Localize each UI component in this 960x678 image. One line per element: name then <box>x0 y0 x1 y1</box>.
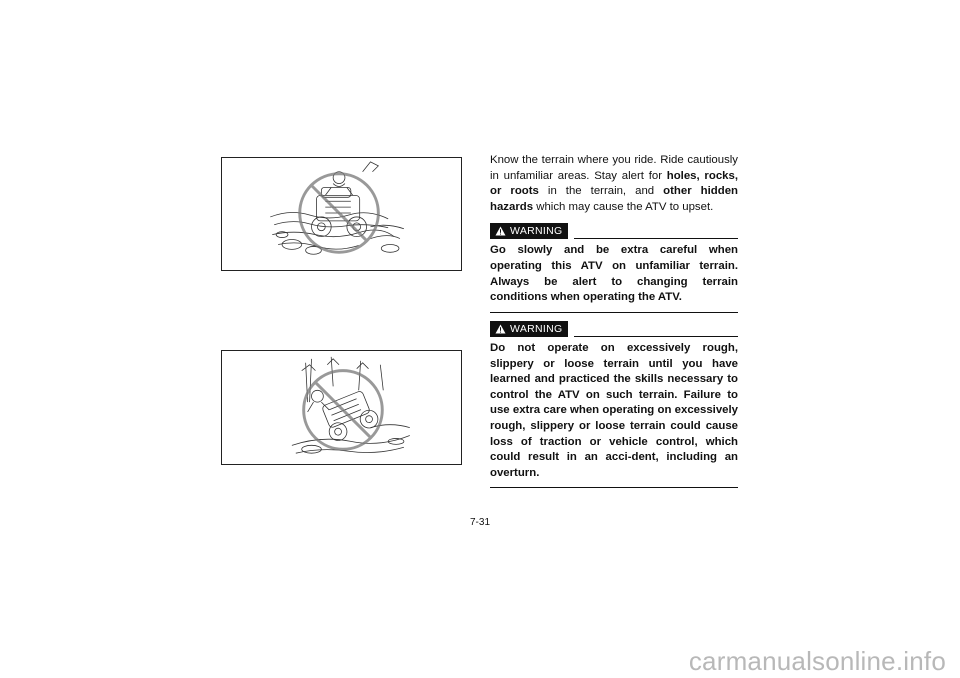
watermark-link[interactable]: carmanualsonline.info <box>688 646 946 676</box>
prohibition-circle-icon <box>304 371 383 450</box>
intro-bold-1: holes, rocks, or roots <box>490 169 738 198</box>
warning-badge <box>490 223 568 239</box>
warning-header-1 <box>490 223 738 239</box>
intro-text-3: which may cause the ATV to upset. <box>533 200 714 213</box>
warning-rule <box>574 238 738 239</box>
warning-triangle-icon <box>495 226 506 236</box>
intro-bold-2: other hidden hazards <box>490 185 738 213</box>
intro-text-1: Know the terrain where you ride. Ride cautiously in unfamiliar areas. Stay alert for <box>490 154 738 182</box>
warning-label: WARNING <box>510 225 563 238</box>
atv-overturn-drawing <box>222 351 461 464</box>
illustration-rough-terrain <box>221 157 462 271</box>
intro-paragraph <box>490 153 738 215</box>
atv-rocky-terrain-drawing <box>222 158 461 270</box>
warning-label: WARNING <box>510 322 563 335</box>
warning-text-2: Do not operate on excessively rough, slippery or loose terrain until you have learned and practiced the skills necessary to control the ATV on such terrain. Failure to use extra care when operating on excessively rough, slippery or loose terrain could cause loss of traction or vehicle control, which could result in an acci-dent, including an overturn. <box>490 341 738 479</box>
warning-text-1: Go slowly and be extra careful when operating this ATV on unfamiliar terrain. Always be alert to changing terrain conditions when operating the ATV. <box>490 244 738 304</box>
page-number: 7-31 <box>469 517 490 528</box>
warning-badge <box>490 321 568 337</box>
warning-end-rule <box>490 487 738 488</box>
warning-header-2 <box>490 321 738 337</box>
text-column <box>490 153 738 488</box>
intro-text-2: in the terrain, and <box>538 185 664 198</box>
warning-rule <box>574 336 738 337</box>
illustration-slippery-terrain <box>221 350 462 465</box>
warning-end-rule <box>490 312 738 313</box>
warning-triangle-icon <box>495 324 506 334</box>
